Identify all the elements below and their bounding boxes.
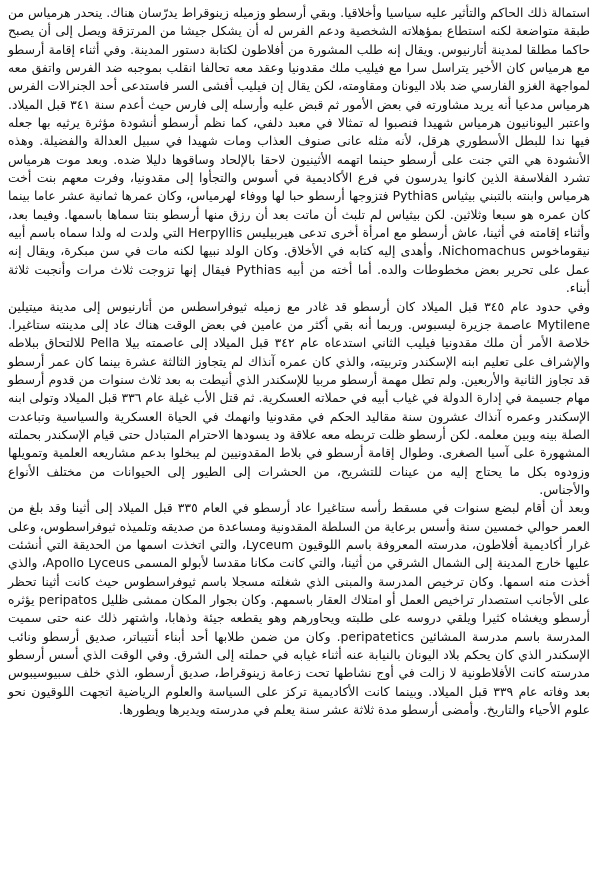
paragraph-macedonia-alexander: وفي حدود عام ٣٤٥ قبل الميلاد كان أرسطو قد غادر مع زميله ثيوفراسطس من أتارنيوس إلى مدينة ميتيلين Mytilene عاصمة جزيرة ليسبوس. وربما أنه بقي أكثر من عامين في بعض الوقت هناك عاد إلى مدينته ستاغيرا. خلاصة الأمر أن ملك مقدونيا فيليب الثاني استدعاه عام ٣٤٢ قبل الميلاد إلى عاصمته بيلا Pella للالتحاق ببلاطه والإشراف على تعليم ابنه الإسكندر وتربيته، والذي كان عمره آنذاك لم يتجاوز الثالثة عشرة بينما كان عمر أرسطو قد تجاوز الثانية والأربعين. ولم تطل مهمة أرسطو مربيا للإسكندر الذي أنيطت به بعد ثلاث سنوات من قدوم أرسطو مهام جسيمة في إدارة الدولة في غياب أبيه في حملاته العسكرية. ثم قتل الأب غيلة عام ٣٣٦ قبل الميلاد وتولى ابنه الإسكندر وعمره آنذاك عشرون سنة مقاليد الحكم في مقدونيا وانهمك في الحياة العسكرية والسياسية وتباعدت الصلة بينه وبين معلمه. لكن أرسطو ظلت تربطه معه علاقة ود يسودها الاحترام المتبادل حتى قيام الإسكندر بحملته المشهورة على آسيا الصغرى. وطوال إقامة أرسطو في بلاط المقدونيين لم يبخلوا بدعم مشاريعه العلمية وتمويلها وزودوه بكل ما يحتاج إليه من عينات للتشريح، من الحشرات إلى الطيور إلى الحيوانات من مختلف الأنواع والأجناس. xyxy=(8,298,590,497)
paragraph-lyceum-athens: وبعد أن أقام لبضع سنوات في مسقط رأسه ستاغيرا عاد أرسطو في العام ٣٣٥ قبل الميلاد إلى أثينا وقد بلغ من العمر حوالي خمسين سنة وأسس برعاية من السلطة المقدونية ومساعدة من صديقه وتلميذه ثيوفراسطوس، وعلى غرار أكاديمية أفلاطون، مدرسته المعروفة باسم اللوقيون Lyceum، والتي اتخذت اسمها من الحديقة التي أنشئت عليها خارج المدينة إلى الشمال الشرقي من أثينا، والتي كانت مكانا مقدسا لأبولو المسمى Apollo Lyceus، والذي أخذت منه اسمها. وكان ترخيص المدرسة والمبنى الذي شغلته مسجلا باسم ثيوفراسطوس حيث كانت أثينا تحظر على الأجانب استصدار تراخيص العمل أو امتلاك العقار باسمهم. وكان بجوار المكان ممشى ظليل peripatos يؤثره أرسطو ويغشاه كثيرا ويلقي دروسه على طلبته ويحاورهم وهو يقطعه جيئة وذهابا، واشتهر ذلك عنه حتى سميت المدرسة باسم مدرسة المشائين peripatetics. وكان من ضمن طلابها أحد أبناء أنتيباتر، صديق أرسطو ونائب الإسكندر الذي كان يحكم بلاد اليونان بالنيابة عنه أثناء غيابه في حملته إلى الشرق. وفي الوقت الذي أسس أرسطو مدرسته كانت الأفلاطونية لا زالت في أوج نشاطها تحت زعامة زينوقراط، صديق أرسطو، الذي خلف سبيوسيبوس بعد وفاته عام ٣٣٩ قبل الميلاد. وبينما كانت الأكاديمية تركز على السياسة والعلوم الرياضية اتجهت اللوقيون نحو علوم الأحياء والتاريخ. وأمضى أرسطو مدة ثلاثة عشر سنة يعلم في مدرسته ويديرها ويطورها. xyxy=(8,500,591,718)
paragraph-hermias-pythias: استمالة ذلك الحاكم والتأثير عليه سياسيا وأخلاقيا. وبقي أرسطو وزميله زينوقراط يدرّسان هناك. ينحدر هرمياس من طبقة متواضعة لكنه استطاع بمؤهلاته الشخصية ودعم الفرس له أن يشكل جيشا من المرتزقة ويصل إلى أن يصبح حاكما مطلقا لمدينة أتارنيوس. ويقال إنه طلب المشورة من أفلاطون لكتابة دستور المدينة. وفي أثناء إقامة أرسطو مع هرمياس كان الأخير يتراسل سرا مع فيليب ملك مقدونيا وعقد معه تحالفا انقلب بموجبه ضد الفرس واتفق معه لمواجهة الغزو الفارسي ضد بلاد اليونان ومقاومته، لكن يقال إن فيليب أفشى السر فاستدعى أحد الجنرالات الفرس هرمياس مدعيا أنه يريد مشاورته في بعض الأمور ثم قبض عليه وأرسله إلى فارس حيث أعدم سنة ٣٤١ قبل الميلاد. واعتبر اليونانيون هرمياس شهيدا فنصبوا له تمثالا في معبد دلفي، كما نظم أرسطو أنشودة مؤثرة يرثيه بها جعله فيها ندا للبطل الأسطوري هرقل، لأنه مثله عانى صنوف العذاب ومات شهيدا في سبيل العدالة والفضيلة. وهذه الأنشودة هي التي جنت على أرسطو حينما اتهمه الأثينيون لاحقا بالإلحاد وساقوها دليلا ضده. وبعد موت هرمياس تشرد الفلاسفة الذين كانوا يدرسون في فرع الأكاديمية في أسوس والتجأوا إلى مقدونيا، وفرت معهم بنت أخت هرمياس وابنته بالتبني بيثياس Pythias فتزوجها أرسطو حبا لها ووفاء لهرمياس، وكان عمرها ثمانية عشر عاما بينما كان عمره هو سبعا وثلاثين. لكن بيثياس لم تلبث أن ماتت بعد أن رزق منها أرسطو بنتا سماها باسمها. وفيما بعد، وأثناء إقامته في أثينا، عاش أرسطو مع امرأة أخرى تدعى هيربيليس Herpyllis التي ولدت له ولدا سماه باسم أبيه نيقوماخوس Nichomachus، وأهدى إليه كتابه في الأخلاق. وكان الولد نبيها لكنه مات في سن مبكرة، ويقال إنه عمل على تحرير بعض مخطوطات والده. أما أخته من أبيه Pythias فيقال إنها تزوجت ثلاث مرات وأنجبت ثلاثة أبناء. xyxy=(8,5,591,296)
